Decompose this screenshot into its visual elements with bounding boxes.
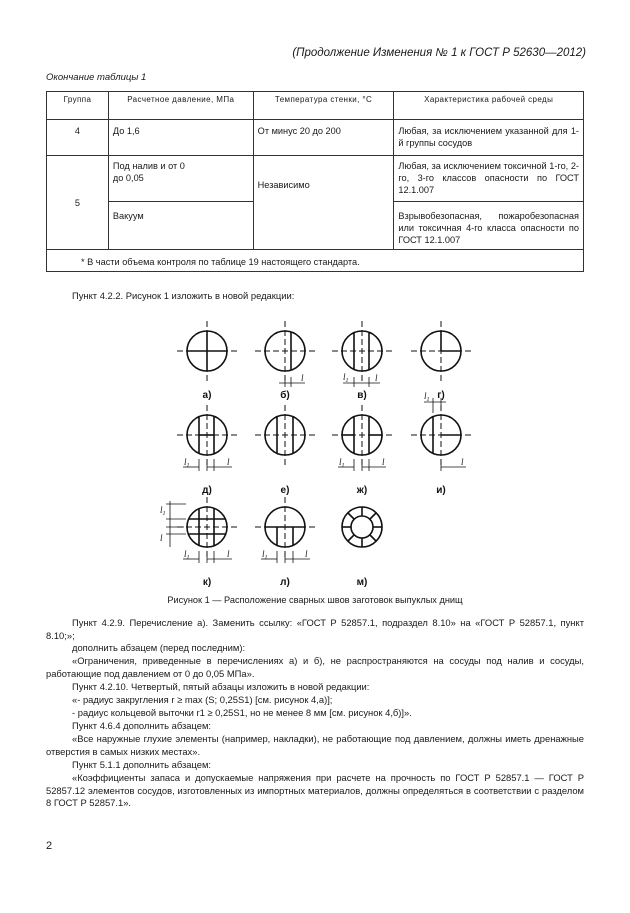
dim-l: l <box>301 373 304 383</box>
dim-l: l <box>227 549 230 559</box>
diagram-v <box>332 321 392 387</box>
label-k: к) <box>202 577 212 588</box>
table-header-row <box>47 92 584 120</box>
paragraph: Пункт 4.2.9. Перечисление а). Заменить ссылку: «ГОСТ Р 52857.1, подраздел 8.10» на «ГОСТ Р 52857.1, пункт 8.10;»; <box>46 617 584 641</box>
figure-caption: Рисунок 1 — Расположение сварных швов заготовок выпуклых днищ <box>167 595 463 605</box>
table-row <box>47 156 584 202</box>
label-m: м) <box>356 577 368 588</box>
dim-l1: $l_1$ <box>339 457 345 469</box>
col-header-medium: Характеристика рабочей среды <box>394 92 584 120</box>
col-header-group: Группа <box>47 92 109 120</box>
cell-pressure: Вакуум <box>108 202 253 250</box>
dim-l1: $l_1$ <box>160 505 166 517</box>
running-header: (Продолжение Изменения № 1 к ГОСТ Р 52630—2012) <box>292 47 586 59</box>
dim-l1: $l_1$ <box>424 391 430 403</box>
label-a: а) <box>202 390 212 401</box>
dim-l: l <box>160 533 163 543</box>
label-g: г) <box>437 390 445 401</box>
dim-l: l <box>305 549 308 559</box>
paragraph: Пункт 4.2.10. Четвертый, пятый абзацы изложить в новой редакции: <box>72 681 370 692</box>
paragraph: Пункт 5.1.1 дополнить абзацем: <box>72 759 212 770</box>
dim-l: l <box>461 457 464 467</box>
cell-medium: Любая, за исключением указанной для 1-й группы сосудов <box>394 120 584 156</box>
col-header-temperature: Температура стенки, °С <box>253 92 394 120</box>
paragraph: «Коэффициенты запаса и допускаемые напряжения при расчете на прочность по ГОСТ Р 52857.1 — ГОСТ Р 52857.12 элементов сосудов, изготовленных из импортных материалов, должны определяться в соответствии с разделом 8 ГОСТ Р 52857.1». <box>46 772 584 809</box>
dim-l: l <box>375 373 378 383</box>
cell-medium: Любая, за исключением токсичной 1-го, 2-го, 3-го классов опасности по ГОСТ 12.1.007 <box>394 156 584 202</box>
label-l: л) <box>280 577 290 588</box>
dim-l: l <box>227 457 230 467</box>
cell-group: 5 <box>47 156 109 250</box>
fig-intro-paragraph: Пункт 4.2.2. Рисунок 1 изложить в новой редакции: <box>72 290 295 301</box>
groups-table <box>46 91 584 272</box>
page-number: 2 <box>46 840 53 852</box>
table-caption: Окончание таблицы 1 <box>46 72 147 83</box>
paragraph: «Ограничения, приведенные в перечислениях а) и б), не распространяются на сосуды под налив и сосуды, работающие под давлением от 0 до 0,05 МПа». <box>46 655 584 679</box>
diagram-e <box>255 405 315 465</box>
paragraph: «Все наружные глухие элементы (например, накладки), не работающие под давлением, должны иметь дренажные отверстия в самых низких местах». <box>46 733 584 757</box>
diagram-g <box>411 321 471 381</box>
diagram-m <box>342 507 382 547</box>
label-v: в) <box>357 390 367 401</box>
label-b: б) <box>280 390 290 401</box>
dim-l1: $l_1$ <box>262 549 268 561</box>
cell-pressure: Под налив и от 0 до 0,05 <box>108 156 253 202</box>
paragraph: - радиус кольцевой выточки r1 ≥ 0,25S1, но не менее 8 мм [см. рисунок 4,б)]». <box>72 707 412 718</box>
cell-group: 4 <box>47 120 109 156</box>
table-note: * В части объема контроля по таблице 19 настоящего стандарта. <box>47 250 584 272</box>
label-d: д) <box>202 485 212 496</box>
diagram-b <box>255 321 315 387</box>
col-header-pressure: Расчетное давление, МПа <box>108 92 253 120</box>
diagram-a <box>177 321 237 381</box>
cell-temperature: От минус 20 до 200 <box>253 120 394 156</box>
weld-layout-figure <box>0 305 630 595</box>
paragraph: Пункт 4.6.4 дополнить абзацем: <box>72 720 212 731</box>
paragraph: дополнить абзацем (перед последним): <box>72 642 246 653</box>
cell-medium: Взрывобезопасная, пожаробезопасная или токсичная 4-го класса опасности по ГОСТ 12.1.007 <box>394 202 584 250</box>
table-note-row <box>47 250 584 272</box>
cell-pressure: До 1,6 <box>108 120 253 156</box>
dim-l1: $l_1$ <box>184 549 190 561</box>
paragraph: «- радиус закругления r ≥ max (S; 0,25S1) [см. рисунок 4,а)]; <box>72 694 333 705</box>
label-zh: ж) <box>356 485 368 496</box>
table-row <box>47 120 584 156</box>
dim-l1: $l_1$ <box>343 372 349 384</box>
dim-l1: $l_1$ <box>184 457 190 469</box>
dim-l: l <box>382 457 385 467</box>
label-i: и) <box>436 485 446 496</box>
label-e: е) <box>280 485 290 496</box>
cell-temperature: Независимо <box>253 156 394 250</box>
